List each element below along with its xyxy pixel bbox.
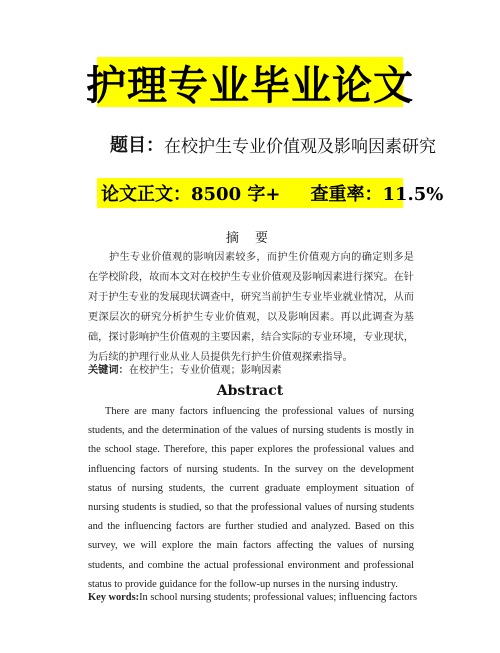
chinese-keywords bbox=[88, 361, 418, 376]
topic-text: 在校护生专业价值观及影响因素研究 bbox=[164, 136, 436, 157]
duplicate-rate: 查重率：11.5% bbox=[310, 184, 444, 205]
stats-banner bbox=[97, 178, 444, 208]
chinese-keywords-label: 关键词： bbox=[88, 365, 129, 376]
thesis-topic bbox=[110, 130, 436, 158]
chinese-abstract-body: 护生专业价值观的影响因素较多，而护生价值观方向的确定则多是在学校阶段，故而本文对在校护生专业价值观及影响因素进行探究。在针对于护生专业的发展现状调查中，研究当前护生专业毕业就业情况，从而更深层次的研究分析护生专业价值观，以及影响因素。再以此调查为基础，探讨影响护生价值观的主要因素，结合实际的专业环境，专业现状，为后续的护理行业从业人员提供先行护生价值观探索指导。 bbox=[88, 252, 414, 363]
document-title-banner bbox=[86, 57, 414, 109]
english-abstract-heading: Abstract bbox=[216, 383, 284, 399]
english-keywords-label: Key words: bbox=[88, 592, 140, 603]
english-keywords-text: In school nursing students; professional values; influencing factors bbox=[139, 592, 417, 603]
word-count: 论文正文：8500 字+ bbox=[101, 184, 281, 205]
topic-label: 题目： bbox=[110, 135, 164, 156]
english-keywords bbox=[88, 592, 418, 603]
chinese-keywords-text: 在校护生；专业价值观；影响因素 bbox=[128, 365, 282, 376]
document-title: 护理专业毕业论文 bbox=[86, 62, 414, 109]
chinese-abstract-heading: 摘 要 bbox=[225, 231, 275, 246]
english-abstract-body: There are many factors influencing the professional values of nursing students, and the determination of the values of nursing students is mostly in the school stage. Therefore, this paper explores the professional values and influencing factors of nursing students. In the survey on the development status of nursing students, the current graduate employment situation of nursing students is studied, so that the professional values of nursing students and the influencing factors are further studied and analyzed. Based on this survey, we will explore the main factors affecting the values of nursing students, and combine the actual professional environment and professional status to provide guidance for the follow-up nurses in the nursing industry. bbox=[88, 406, 414, 590]
